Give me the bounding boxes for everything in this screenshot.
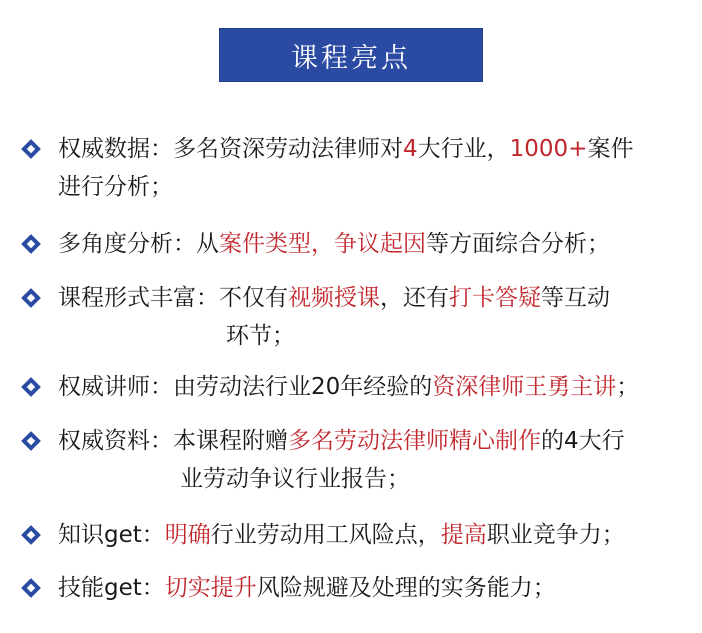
item-highlight: 资深律师王勇主讲 [432, 374, 617, 400]
item-text: 多名资深劳动法律师对 [173, 136, 403, 162]
diamond-bullet-icon [21, 525, 41, 545]
item-continuation: 环节； [226, 323, 295, 349]
item-text: 由劳动法行业20年经验的 [173, 374, 433, 400]
item-highlight: 多名劳动法律师精心制作 [288, 428, 541, 454]
item-highlight: 切实提升 [164, 575, 257, 601]
item-highlight: 视频授课 [288, 285, 380, 311]
item-label: 多角度分析： [58, 231, 196, 257]
item-label: 课程形式丰富： [58, 285, 219, 311]
item-text: 大行业， [417, 136, 510, 162]
item-label: 知识get： [58, 522, 165, 548]
item-text: 本课程附赠 [173, 428, 288, 454]
item-highlight: 案件类型，争议起因 [219, 231, 426, 257]
item-label: 权威数据： [58, 136, 173, 162]
diamond-bullet-icon [21, 139, 41, 159]
item-text: 的4大行 [541, 428, 625, 454]
item-text: 从 [196, 231, 219, 257]
item-text: 等互动 [541, 285, 610, 311]
section-title: 课程亮点 [291, 42, 411, 74]
item-text: 行业劳动用工风险点， [210, 522, 441, 548]
diamond-bullet-icon [21, 288, 41, 308]
item-continuation: 进行分析； [58, 174, 173, 200]
diamond-bullet-icon [21, 578, 41, 598]
item-text: 风险规避及处理的实务能力； [256, 575, 556, 601]
item-highlight: 提高 [440, 522, 487, 548]
diamond-bullet-icon [21, 431, 41, 451]
diamond-bullet-icon [21, 377, 41, 397]
item-text: 等方面综合分析； [426, 231, 610, 257]
item-highlight: 4 [403, 136, 418, 162]
item-text: 职业竞争力； [486, 522, 625, 548]
item-highlight: 1000+ [509, 136, 588, 162]
item-text: ，还有 [380, 285, 449, 311]
diamond-bullet-icon [21, 234, 41, 254]
section-title-banner [219, 28, 483, 82]
item-label: 权威讲师： [58, 374, 173, 400]
item-highlight: 明确 [164, 522, 211, 548]
item-highlight: 打卡答疑 [449, 285, 541, 311]
item-continuation: 业劳动争议行业报告； [180, 466, 410, 492]
item-label: 权威资料： [58, 428, 173, 454]
item-text: 案件 [587, 136, 634, 162]
item-text: 不仅有 [219, 285, 288, 311]
item-label: 技能get： [58, 575, 165, 601]
item-text: ； [616, 374, 640, 400]
